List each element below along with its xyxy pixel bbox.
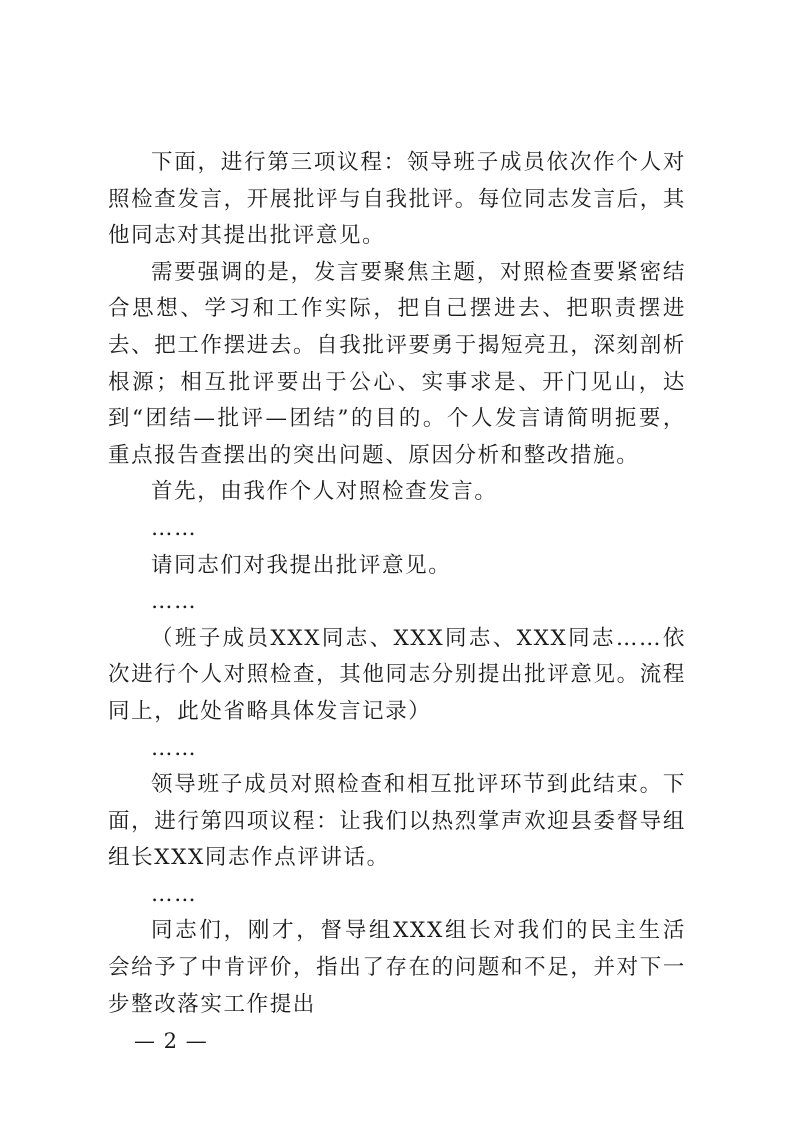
paragraph-ellipsis: ……: [151, 735, 198, 761]
page-number: — 2 —: [134, 1029, 208, 1053]
paragraph-members-note: （班子成员XXX同志、XXX同志、XXX同志……依次进行个人对照检查，其他同志分别提出批评意见。流程同上，此处省略具体发言记录）: [108, 625, 686, 724]
paragraph-ellipsis: ……: [151, 881, 198, 907]
paragraph-closing-remarks: 同志们，刚才，督导组XXX组长对我们的民主生活会给予了中肯评价，指出了存在的问题和不足，并对下一步整改落实工作提出: [108, 918, 686, 1017]
paragraph-agenda-item-three: 下面，进行第三项议程：领导班子成员依次作个人对照检查发言，开展批评与自我批评。每位同志发言后，其他同志对其提出批评意见。: [108, 150, 686, 249]
paragraph-requirements: 需要强调的是，发言要聚焦主题，对照检查要紧密结合思想、学习和工作实际，把自己摆进去、把职责摆进去、把工作摆进去。自我批评要勇于揭短亮丑，深刻剖析根源；相互批评要出于公心、实事求是、开门见山，达到“团结—批评—团结”的目的。个人发言请简明扼要，重点报告查摆出的突出问题、原因分析和整改措施。: [108, 259, 686, 468]
paragraph-ellipsis: ……: [151, 515, 198, 541]
paragraph-ellipsis: ……: [151, 589, 198, 615]
paragraph-agenda-item-four: 领导班子成员对照检查和相互批评环节到此结束。下面，进行第四项议程：让我们以热烈掌声欢迎县委督导组组长XXX同志作点评讲话。: [108, 772, 686, 871]
document-body: [108, 145, 686, 1023]
paragraph-self-speech: 首先，由我作个人对照检查发言。: [151, 479, 498, 505]
paragraph-request-criticism: 请同志们对我提出批评意见。: [151, 552, 452, 578]
